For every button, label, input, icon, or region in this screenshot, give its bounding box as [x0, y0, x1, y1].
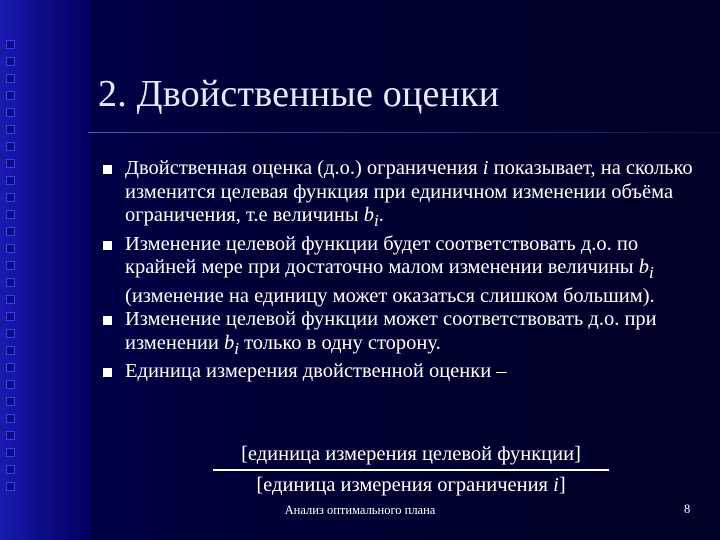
bullet-list	[103, 157, 708, 384]
bullet-item	[103, 157, 708, 233]
variable-subscript: i	[374, 211, 379, 231]
decorative-square-icon	[6, 329, 15, 338]
decorative-square-icon	[6, 193, 15, 202]
decorative-square-icon	[6, 465, 15, 474]
decorative-square-icon	[6, 482, 15, 491]
variable: i	[553, 474, 559, 496]
variable: i	[482, 157, 489, 179]
bullet-text: (изменение на единицу может оказаться слишком большим).	[125, 284, 655, 307]
bullet-text: только в одну сторону.	[238, 331, 441, 354]
decorative-square-icon	[6, 278, 15, 287]
fraction-numerator: [единица измерения целевой функции]	[241, 443, 581, 465]
decorative-square-icon	[6, 125, 15, 134]
decorative-square-icon	[6, 295, 15, 304]
decorative-square-icon	[6, 312, 15, 321]
bullet-text: Изменение целевой функции будет соответствовать д.о. по крайней мере при достаточно малом изменении величины	[125, 232, 639, 279]
variable: b	[638, 256, 649, 279]
decorative-square-icon	[6, 431, 15, 440]
decorative-squares	[6, 40, 20, 499]
bullet-item	[103, 308, 708, 360]
bullet-square-icon	[103, 241, 112, 250]
variable-subscript: i	[234, 338, 239, 358]
decorative-square-icon	[6, 448, 15, 457]
decorative-square-icon	[6, 261, 15, 270]
decorative-square-icon	[6, 74, 15, 83]
decorative-square-icon	[6, 244, 15, 253]
decorative-square-icon	[6, 210, 15, 219]
bullet-item	[103, 233, 708, 309]
variable-subscript: i	[648, 263, 654, 283]
fraction-bar	[213, 469, 609, 471]
unit-fraction	[205, 443, 617, 497]
decorative-square-icon	[6, 176, 15, 185]
decorative-square-icon	[6, 346, 15, 355]
bullet-text: .	[378, 204, 384, 226]
variable: b	[223, 331, 235, 354]
decorative-square-icon	[6, 57, 15, 66]
decorative-square-icon	[6, 414, 15, 423]
bullet-square-icon	[103, 165, 112, 174]
left-decorative-band	[0, 0, 90, 540]
bullet-item	[103, 360, 708, 384]
bullet-text: Единица измерения двойственной оценки –	[125, 360, 507, 383]
bullet-text: показывает, на сколько изменится целевая функция при единичном изменении объёма ограничения, т.е величины	[125, 157, 693, 226]
decorative-square-icon	[6, 40, 15, 49]
decorative-square-icon	[6, 108, 15, 117]
bullet-text: Изменение целевой функции может соответствовать д.о. при изменении	[125, 308, 657, 354]
decorative-square-icon	[6, 91, 15, 100]
decorative-square-icon	[6, 142, 15, 151]
bullet-text: Двойственная оценка (д.о.) ограничения	[125, 157, 483, 179]
page-number: 8	[684, 502, 691, 516]
decorative-square-icon	[6, 363, 15, 372]
decorative-square-icon	[6, 227, 15, 236]
bullet-square-icon	[103, 368, 112, 377]
variable: b	[363, 204, 375, 226]
footer-text: Анализ оптимального плана	[284, 503, 436, 517]
denominator-text: [единица измерения ограничения	[256, 474, 554, 496]
decorative-square-icon	[6, 159, 15, 168]
decorative-square-icon	[6, 380, 15, 389]
fraction-denominator	[205, 474, 617, 497]
denominator-text: ]	[558, 474, 566, 496]
decorative-square-icon	[6, 397, 15, 406]
slide-title: 2. Двойственные оценки	[98, 73, 500, 115]
title-divider	[88, 132, 720, 133]
bullet-square-icon	[103, 316, 112, 325]
